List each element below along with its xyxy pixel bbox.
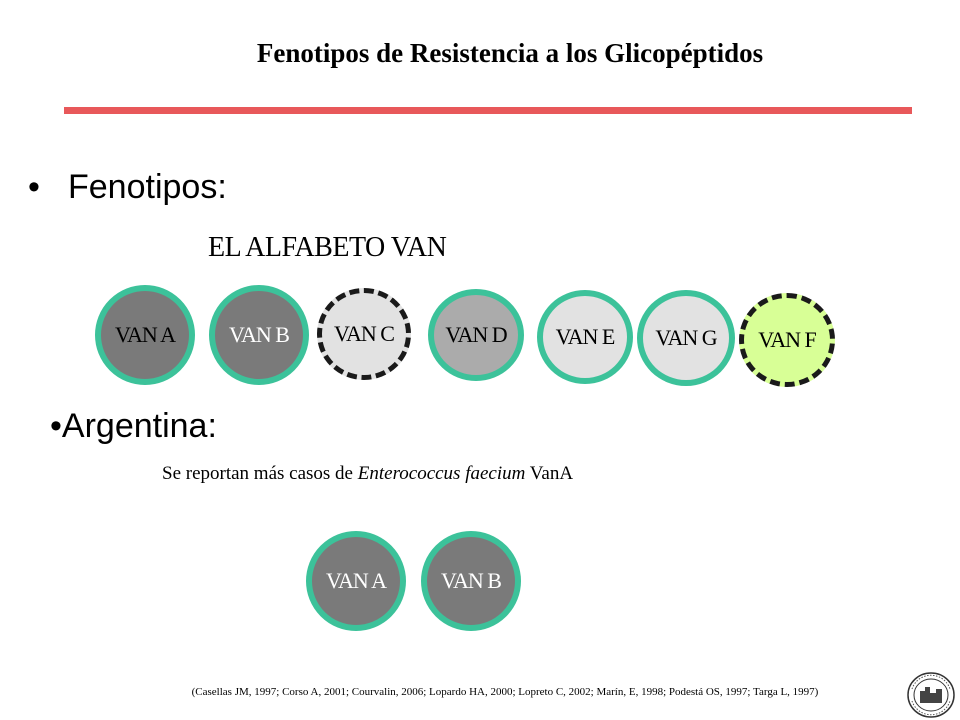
fenotipos-bullet [28,168,227,207]
phenotype-label: VAN F [758,327,816,352]
phenotype-circle-van-a [95,285,195,385]
argentina-heading: •Argentina: [50,407,217,445]
phenotype-circle-van-f [739,293,835,387]
phenotype-label: VAN B [440,568,501,593]
phenotype-circle-van-c [317,288,411,380]
phenotype-label: VAN E [555,324,615,349]
argentina-circle-van-a [306,531,406,631]
phenotype-circle-van-e [537,290,633,384]
alfabeto-van-heading: EL ALFABETO VAN [208,232,447,263]
fenotipos-heading: Fenotipos: [68,168,227,206]
bullet-dot-icon: • [28,168,40,206]
phenotype-circle-van-g [637,290,735,386]
phenotype-label: VAN C [333,321,394,346]
report-text-prefix: Se reportan más casos de [162,463,358,484]
institution-seal-icon [906,671,956,719]
report-text-suffix: VanA [525,463,574,484]
phenotype-circle-van-b [209,285,309,385]
references-footnote: (Casellas JM, 1997; Corso A, 2001; Courvalin, 2006; Lopardo HA, 2000; Lopreto C, 2002; Marín, E, 1998; Podestá OS, 1997; Targa L, 1997) [191,686,819,698]
slide-title: Fenotipos de Resistencia a los Glicopéptidos [256,38,764,68]
phenotype-label: VAN A [325,568,386,593]
argentina-circle-van-b [421,531,521,631]
title-underline [64,107,912,114]
report-species-name: Enterococcus faecium [357,463,526,484]
phenotype-circle-van-d [428,289,524,381]
phenotype-label: VAN G [655,325,717,350]
argentina-report-text [162,463,573,485]
phenotype-label: VAN A [114,322,175,347]
phenotype-label: VAN B [228,322,289,347]
phenotype-label: VAN D [445,322,507,347]
